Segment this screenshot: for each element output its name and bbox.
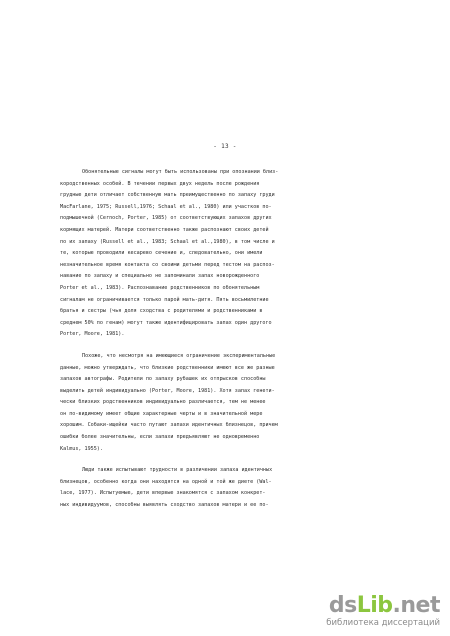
paragraph	[60, 167, 378, 341]
text-line: Porter, Moore, 1981).	[60, 331, 125, 338]
text-line: незначительное время контакта со своими детьми перед тестом на распоз-	[60, 261, 275, 268]
paragraph	[60, 351, 378, 455]
paragraph	[60, 465, 378, 511]
text-line: он по-видимому имеет общие характерные черты и в значительной мере	[60, 410, 263, 417]
text-line: выделить детей индивидуально (Porter, Moore, 1981). Хотя запах генети-	[60, 387, 275, 394]
text-line: запахов автографы. Родители по запаху рубашек их отпрысков способны	[60, 376, 266, 383]
watermark	[290, 595, 440, 628]
text-line: по их запаху (Russell et al., 1983; Schaal et al.,1980), в том числе и	[60, 238, 275, 245]
text-line: Porter et al., 1983). Распознавание родственников по обонятельным	[60, 284, 260, 291]
text-line: lace, 1977). Испытуемые, дети впервые знакомятся с запахом конкрет-	[60, 490, 266, 497]
text-line: ошибки более значительны, если запахи предъявляют не одновременно	[60, 434, 260, 441]
text-line: близнецов, особенно когда они находятся на одной и той же диете (Wal-	[60, 478, 272, 485]
text-line: подмышечной (Cernoch, Porter, 1985) от соответствующих запахов других	[60, 215, 272, 222]
text-line: хорошим. Собаки-ищейки часто путают запахи идентичных близнецов, причем	[60, 422, 278, 429]
text-line: кородственных особей. В течении первых двух недель после рождения	[60, 180, 260, 187]
text-line: те, которые проводили кесарево сечение и, следовательно, они имели	[60, 250, 263, 257]
text-line: братья и сестры (чья доля сходства с родителями и родственниками в	[60, 308, 263, 315]
text-line: данные, можно утверждать, что близкие родственники имеют все же разные	[60, 364, 275, 371]
site-logo: dsLib.net	[328, 593, 440, 618]
text-line: кормящих матерей. Матери соответственно также распознают своих детей	[60, 226, 269, 233]
text-line: Обонятельные сигналы могут быть использованы при опознании близ-	[82, 169, 279, 175]
text-line: сигналам не ограничивается только парой мать-дитя. Пять восьмилетние	[60, 296, 269, 303]
text-line: чески близких родственников индивидуально различается, тем не менее	[60, 399, 266, 406]
page-number: - 13 -	[213, 143, 237, 150]
text-line: Люди также испытывают трудности в различении запаха идентичных	[82, 467, 273, 474]
text-line: среднем 50% по генам) могут также идентифицировать запах один другого	[60, 319, 272, 326]
body-text	[60, 167, 378, 512]
text-line: Похоже, что несмотря на имеющиеся ограничение экспериментальные	[82, 352, 276, 359]
text-line: навание по запаху и специально не запоминали запах новорожденного	[60, 273, 260, 280]
text-line: грудные дети отличает собственную мать преимущественно по запаху груди	[60, 192, 275, 199]
text-line: Kalmus, 1955).	[60, 445, 103, 452]
site-caption: библиотека диссертаций	[326, 618, 440, 628]
text-line: ных индивидуумов, способны выявлять сходство запахов матери и ее по-	[60, 502, 269, 509]
text-line: MacFarlane, 1975; Russell,1976; Schaal et al., 1980) или участков по-	[60, 203, 272, 210]
